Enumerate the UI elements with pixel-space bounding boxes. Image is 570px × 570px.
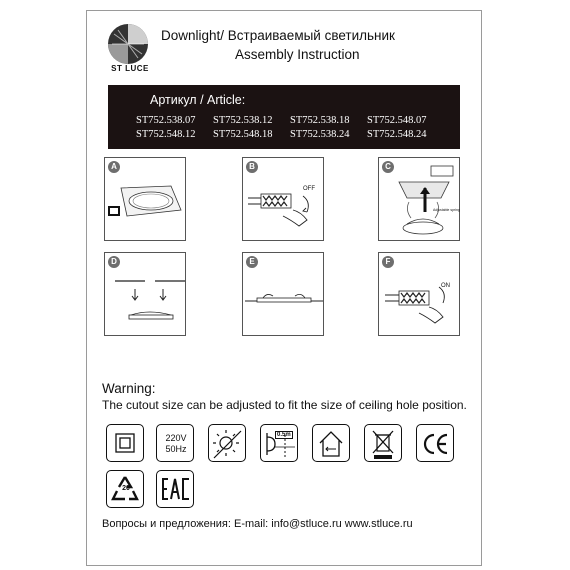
class-ii-icon [106,424,144,462]
article-code: ST752.538.18 [290,115,350,126]
warning-text: The cutout size can be adjusted to fit the size of ceiling hole position. [102,398,467,412]
recycle-number: 20 [122,485,130,492]
warning-title: Warning: [102,381,156,396]
step-panel-e [242,252,324,336]
off-label: OFF [303,186,315,192]
article-code: ST752.548.24 [367,129,427,140]
eac-mark-icon [156,470,194,508]
st-luce-logo [104,20,152,68]
ce-mark-icon [416,424,454,462]
article-code: ST752.548.18 [213,129,273,140]
article-code: ST752.538.07 [136,115,196,126]
frequency-text: 50Hz [165,444,187,454]
step-badge: D [108,256,120,268]
voltage-label [156,424,194,462]
distance-text: 0.5m [277,432,291,438]
article-code: ST752.538.12 [213,115,273,126]
step-panel-d [104,252,186,336]
article-row [136,114,444,128]
dimmer-icon [208,424,246,462]
article-codes [136,114,444,142]
page-title: Downlight/ Встраиваемый светильник [161,28,395,43]
voltage-text: 220V [165,433,187,443]
weee-bin-icon [364,424,402,462]
spring-label: Adjustable spring [433,208,460,212]
page-subtitle: Assembly Instruction [235,47,360,62]
step-panel-a [104,157,186,241]
indoor-use-icon [312,424,350,462]
contact-info: Вопросы и предложения: E-mail: info@stluce.ru www.stluce.ru [102,518,413,530]
article-title: Артикул / Article: [150,93,246,107]
distance-icon [260,424,298,462]
article-row [136,128,444,142]
article-box [108,85,460,149]
article-code: ST752.538.24 [290,129,350,140]
step-badge: C [382,161,394,173]
step-badge: B [246,161,258,173]
article-code: ST752.548.12 [136,129,196,140]
step-badge: F [382,256,394,268]
logo-text: ST LUCE [111,64,149,73]
on-label: ON [441,283,450,289]
step-panel-f [378,252,460,336]
step-badge: E [246,256,258,268]
step-panel-c [378,157,460,241]
article-code: ST752.548.07 [367,115,427,126]
step-badge: A [108,161,120,173]
step-panel-b [242,157,324,241]
recycle-icon [106,470,144,508]
